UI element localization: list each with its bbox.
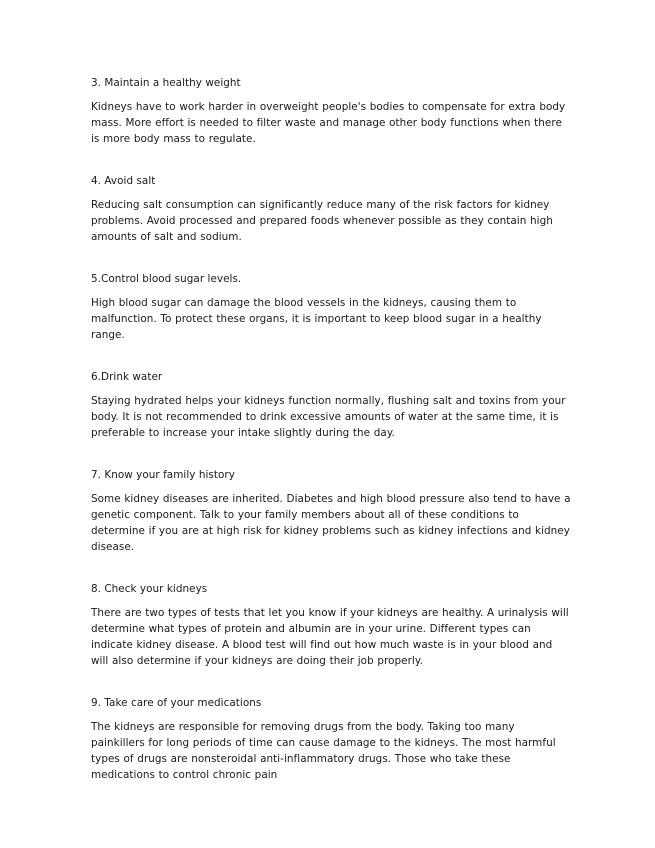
section-avoid-salt xyxy=(91,173,571,245)
section-body: Kidneys have to work harder in overweight people's bodies to compensate for extra body mass. More effort is needed to filter waste and manage other body functions when there is more body mass to regulate. xyxy=(91,101,566,145)
section-body: There are two types of tests that let you know if your kidneys are healthy. A urinalysis will determine what types of protein and albumin are in your urine. Different types can indicate kidney disease. A blood test will find out how much waste is in your blood and will also determine if your kidneys are doing their job properly. xyxy=(91,607,569,667)
section-medications xyxy=(91,695,571,783)
section-drink-water xyxy=(91,369,571,441)
section-heading: 9. Take care of your medications xyxy=(91,697,262,709)
section-family-history xyxy=(91,467,571,555)
section-heading: 3. Maintain a healthy weight xyxy=(91,77,241,89)
section-body: High blood sugar can damage the blood vessels in the kidneys, causing them to malfunction. To protect these organs, it is important to keep blood sugar in a healthy range. xyxy=(91,297,542,341)
document-page xyxy=(91,75,571,809)
section-heading: 6.Drink water xyxy=(91,371,163,383)
section-maintain-healthy-weight xyxy=(91,75,571,147)
section-body: Staying hydrated helps your kidneys function normally, flushing salt and toxins from your body. It is not recommended to drink excessive amounts of water at the same time, it is preferable to increase your intake slightly during the day. xyxy=(91,395,566,439)
section-body: Reducing salt consumption can significantly reduce many of the risk factors for kidney problems. Avoid processed and prepared foods whenever possible as they contain high amounts of salt and sodium. xyxy=(91,199,553,243)
section-control-blood-sugar xyxy=(91,271,571,343)
section-heading: 8. Check your kidneys xyxy=(91,583,208,595)
section-heading: 5.Control blood sugar levels. xyxy=(91,273,242,285)
section-heading: 7. Know your family history xyxy=(91,469,235,481)
section-body: The kidneys are responsible for removing drugs from the body. Taking too many painkillers for long periods of time can cause damage to the kidneys. The most harmful types of drugs are nonsteroidal anti-inflammatory drugs. Those who take these medications to control chronic pain xyxy=(91,721,556,781)
section-check-kidneys xyxy=(91,581,571,669)
section-body: Some kidney diseases are inherited. Diabetes and high blood pressure also tend to have a genetic component. Talk to your family members about all of these conditions to determine if you are at high risk for kidney problems such as kidney infections and kidney disease. xyxy=(91,493,571,553)
section-heading: 4. Avoid salt xyxy=(91,175,156,187)
